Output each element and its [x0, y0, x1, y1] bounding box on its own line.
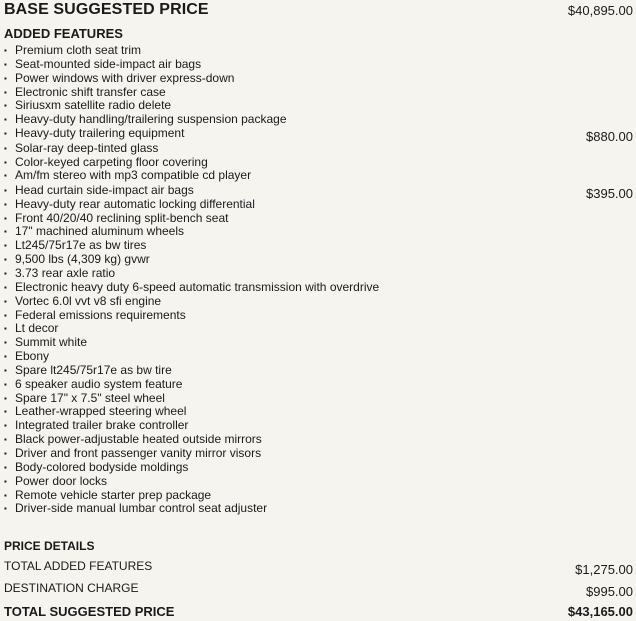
feature-label: 3.73 rear axle ratio — [15, 266, 116, 280]
bullet-icon: ▪ — [4, 241, 7, 251]
total-added-features-row — [4, 558, 633, 577]
feature-label: Head curtain side-impact air bags — [15, 182, 194, 197]
base-price-title: BASE SUGGESTED PRICE — [4, 1, 209, 18]
bullet-icon: ▪ — [4, 59, 7, 69]
feature-label: Heavy-duty rear automatic locking differential — [15, 196, 255, 211]
feature-item — [4, 322, 633, 336]
bullet-icon: ▪ — [4, 73, 7, 83]
total-added-features-label: TOTAL ADDED FEATURES — [4, 559, 153, 573]
feature-item — [4, 475, 633, 489]
bullet-icon: ▪ — [4, 296, 7, 306]
feature-item — [4, 72, 633, 86]
feature-label: Spare 17" x 7.5" steel wheel — [15, 390, 165, 405]
feature-label: Body-colored bodyside moldings — [15, 459, 189, 474]
feature-item — [4, 281, 633, 295]
feature-label: Front 40/20/40 reclining split-bench seat — [15, 210, 229, 225]
feature-item — [4, 364, 633, 378]
base-price-row — [4, 0, 633, 20]
bullet-icon: ▪ — [4, 199, 7, 209]
feature-label: Federal emissions requirements — [15, 307, 186, 322]
feature-item — [4, 182, 633, 201]
feature-item — [4, 309, 633, 323]
feature-label: Driver and front passenger vanity mirror visors — [15, 445, 262, 460]
feature-item — [4, 253, 633, 267]
feature-label: Remote vehicle starter prep package — [15, 487, 212, 502]
feature-label: Vortec 6.0l vvt v8 sfi engine — [15, 293, 162, 308]
bullet-icon: ▪ — [4, 365, 7, 375]
feature-item — [4, 126, 633, 145]
bullet-icon: ▪ — [4, 435, 7, 445]
feature-item — [4, 198, 633, 212]
feature-item — [4, 156, 633, 170]
feature-item — [4, 489, 633, 503]
feature-label: Spare lt245/75r17e as bw tire — [15, 362, 172, 377]
feature-label: Power door locks — [15, 473, 108, 488]
bullet-icon: ▪ — [4, 157, 7, 167]
feature-label: Heavy-duty trailering equipment — [15, 126, 185, 141]
feature-price: $880.00 — [586, 129, 633, 145]
feature-item — [4, 336, 633, 350]
bullet-icon: ▪ — [4, 393, 7, 403]
feature-label: Leather-wrapped steering wheel — [15, 404, 187, 419]
feature-label: Am/fm stereo with mp3 compatible cd player — [15, 168, 252, 183]
feature-label: Seat-mounted side-impact air bags — [15, 56, 202, 71]
feature-label: 9,500 lbs (4,309 kg) gvwr — [15, 252, 150, 267]
feature-item — [4, 433, 633, 447]
feature-label: 6 speaker audio system feature — [15, 376, 183, 391]
bullet-icon: ▪ — [4, 46, 7, 55]
bullet-icon: ▪ — [4, 338, 7, 348]
bullet-icon: ▪ — [4, 143, 7, 153]
destination-charge-row — [4, 580, 633, 599]
feature-label: Ebony — [15, 349, 50, 364]
feature-label: Siriusxm satellite radio delete — [15, 98, 172, 113]
feature-item — [4, 378, 633, 392]
bullet-icon: ▪ — [4, 310, 7, 320]
feature-item — [4, 461, 633, 475]
feature-item — [4, 58, 633, 72]
price-details-title: PRICE DETAILS — [4, 539, 95, 553]
bullet-icon: ▪ — [4, 379, 7, 389]
total-suggested-price-value: $43,165.00 — [567, 603, 633, 619]
feature-item — [4, 99, 633, 113]
feature-label: Black power-adjustable heated outside mirrors — [15, 432, 262, 447]
bullet-icon: ▪ — [4, 185, 7, 195]
feature-label: Lt decor — [15, 321, 59, 336]
feature-item — [4, 350, 633, 364]
feature-item — [4, 225, 633, 239]
feature-item — [4, 295, 633, 309]
feature-label: Driver-side manual lumbar control seat adjuster — [15, 501, 268, 516]
bullet-icon: ▪ — [4, 490, 7, 500]
bullet-icon: ▪ — [4, 282, 7, 292]
bullet-icon: ▪ — [4, 352, 7, 362]
feature-item — [4, 113, 633, 127]
feature-item — [4, 86, 633, 100]
bullet-icon: ▪ — [4, 115, 7, 125]
feature-label: Premium cloth seat trim — [15, 43, 142, 57]
bullet-icon: ▪ — [4, 101, 7, 111]
bullet-icon: ▪ — [4, 448, 7, 458]
feature-label: Summit white — [15, 335, 88, 350]
bullet-icon: ▪ — [4, 227, 7, 237]
feature-item — [4, 419, 633, 433]
added-features-title: ADDED FEATURES — [4, 26, 123, 41]
total-added-features-value: $1,275.00 — [575, 561, 633, 577]
base-price-value: $40,895.00 — [567, 2, 633, 18]
bullet-icon: ▪ — [4, 407, 7, 417]
added-features-list — [4, 44, 633, 516]
bullet-icon: ▪ — [4, 269, 7, 278]
feature-label: 17" machined aluminum wheels — [15, 224, 185, 239]
feature-label: Electronic shift transfer case — [15, 84, 166, 99]
bullet-icon: ▪ — [4, 462, 7, 472]
bullet-icon: ▪ — [4, 87, 7, 97]
bullet-icon: ▪ — [4, 255, 7, 265]
feature-price: $395.00 — [586, 185, 633, 201]
bullet-icon: ▪ — [4, 504, 7, 514]
total-suggested-price-row — [4, 603, 633, 619]
bullet-icon: ▪ — [4, 129, 7, 139]
feature-item — [4, 239, 633, 253]
bullet-icon: ▪ — [4, 476, 7, 486]
feature-item — [4, 212, 633, 226]
total-suggested-price-label: TOTAL SUGGESTED PRICE — [4, 603, 175, 619]
destination-charge-label: DESTINATION CHARGE — [4, 581, 139, 595]
feature-item — [4, 267, 633, 281]
feature-label: Integrated trailer brake controller — [15, 418, 189, 433]
feature-label: Electronic heavy duty 6-speed automatic transmission with overdrive — [15, 279, 380, 294]
feature-label: Solar-ray deep-tinted glass — [15, 140, 159, 155]
feature-item — [4, 405, 633, 419]
feature-item — [4, 392, 633, 406]
bullet-icon: ▪ — [4, 171, 7, 181]
feature-label: Lt245/75r17e as bw tires — [15, 238, 147, 253]
bullet-icon: ▪ — [4, 213, 7, 223]
destination-charge-value: $995.00 — [586, 583, 633, 599]
feature-item — [4, 502, 633, 516]
feature-item — [4, 142, 633, 156]
feature-item — [4, 169, 633, 183]
feature-item — [4, 44, 633, 58]
feature-item — [4, 447, 633, 461]
feature-label: Heavy-duty handling/trailering suspension package — [15, 112, 287, 127]
feature-label: Power windows with driver express-down — [15, 70, 235, 85]
feature-label: Color-keyed carpeting floor covering — [15, 154, 208, 169]
bullet-icon: ▪ — [4, 324, 7, 334]
bullet-icon: ▪ — [4, 421, 7, 431]
